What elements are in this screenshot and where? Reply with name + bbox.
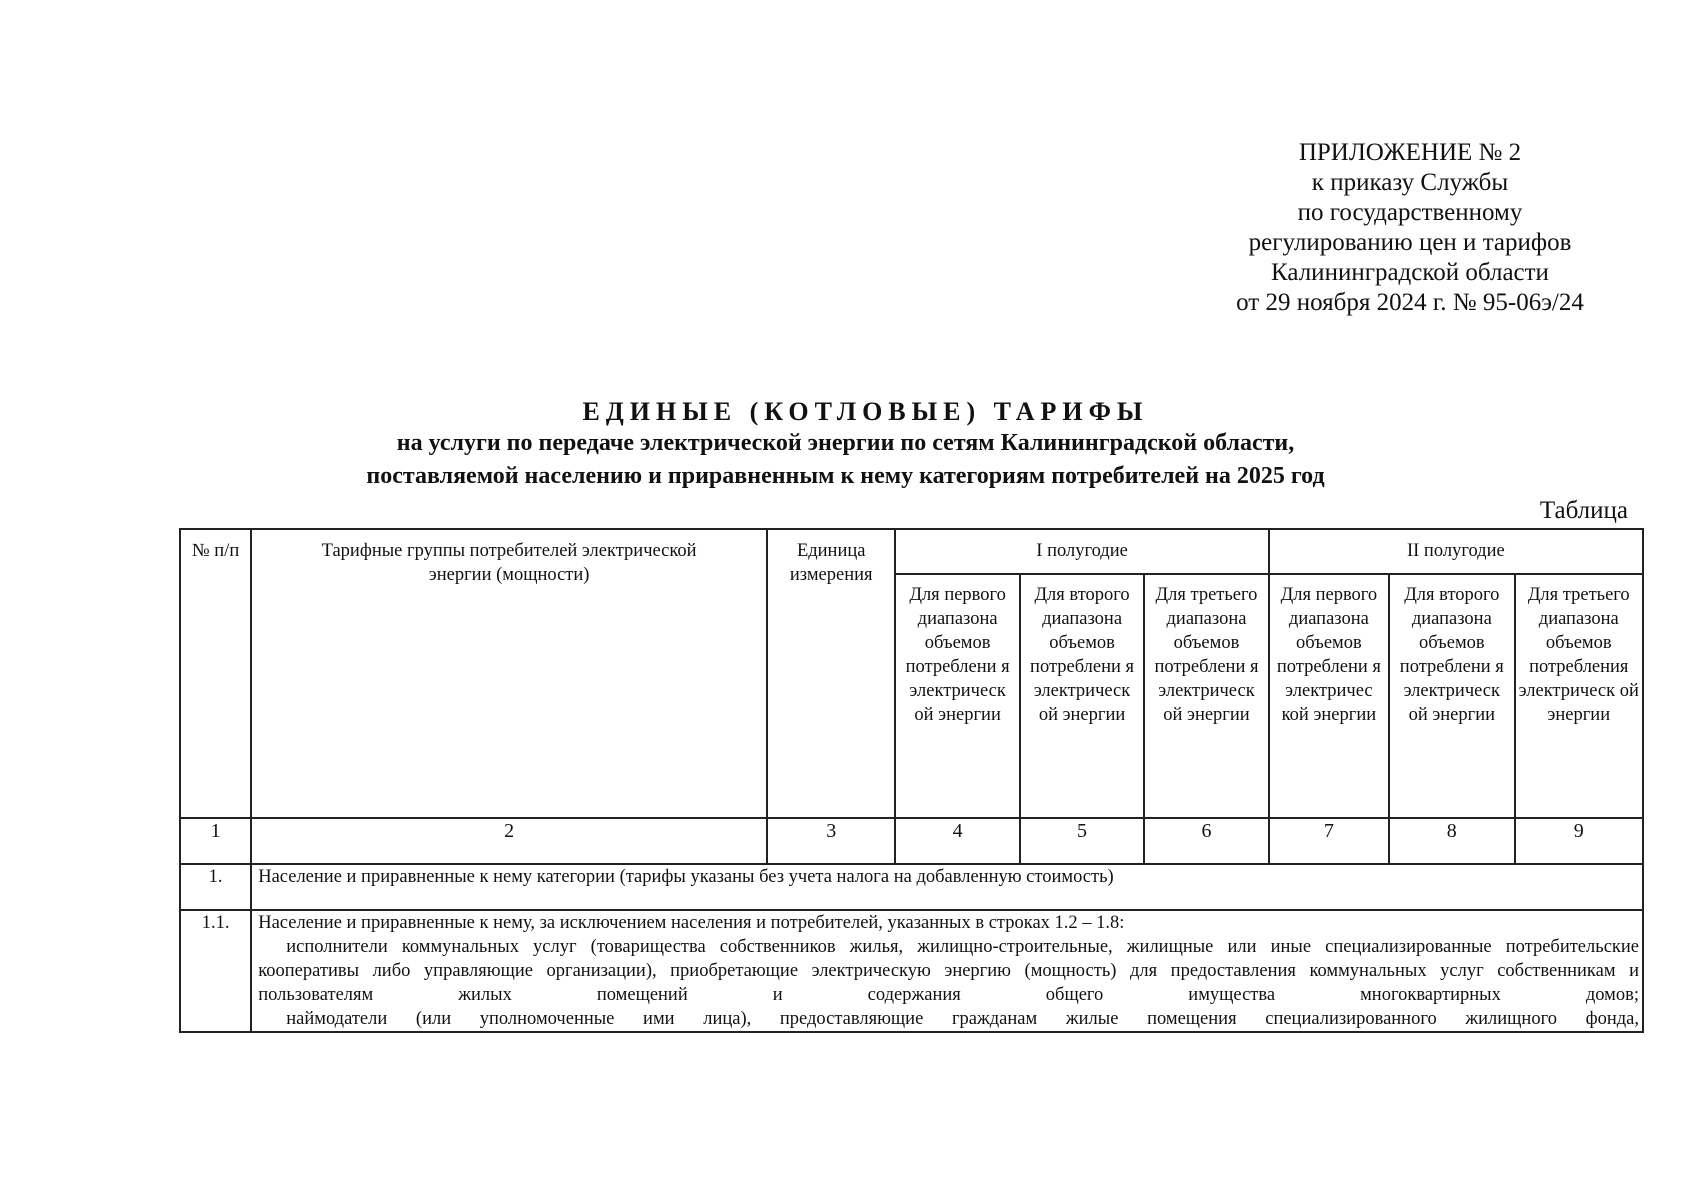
column-number-row [180,818,1643,864]
appendix-line: регулированию цен и тарифов [1248,229,1572,256]
header-tariff-groups-text: Тарифные группы потребителей электрической энергии (мощности) [321,541,697,585]
table-row [180,864,1643,910]
header-num: № п/п [180,529,251,818]
column-number: 8 [1389,818,1514,864]
header-half-1: I полугодие [895,529,1268,574]
appendix-line: Калининградской области [1271,259,1549,286]
table-row [180,910,1643,1032]
column-number: 6 [1144,818,1268,864]
title-line-3: поставляемой населению и приравненным к нему категориям потребителей на 2025 год [366,463,1325,489]
header-range-1-h2: Для первого диапазона объемов потреблени я электричес кой энергии [1269,574,1389,818]
appendix-line: по государственному [1297,199,1523,226]
row-text-paragraph: исполнители коммунальных услуг (товарищества собственников жилья, жилищно-строительные, жилищные или иные специализированные потребительские кооперативы либо управляющие организации), приобретающие электрическую энергию (мощность) для предоставления коммунальных услуг собственникам и пользователям жилых помещений и содержания общего имущества многоквартирных домов; [258,937,1639,1005]
header-range-1-h1: Для первого диапазона объемов потреблени я электрическ ой энергии [895,574,1019,818]
header-range-3-h1: Для третьего диапазона объемов потреблени я электрическ ой энергии [1144,574,1268,818]
row-text-line: Население и приравненные к нему, за исключением населения и потребителей, указанных в строках 1.2 – 1.8: [258,913,1125,933]
row-text-paragraph: наймодатели (или уполномоченные ими лица), предоставляющие гражданам жилые помещения специализированного жилищного фонда, [286,1009,1639,1029]
appendix-header [1180,138,1640,318]
column-number: 3 [767,818,895,864]
row-text-block [251,910,1643,1032]
appendix-line: от 29 ноября 2024 г. № 95-06э/24 [1236,289,1584,316]
table-header-row [180,529,1643,574]
column-number: 4 [895,818,1019,864]
appendix-line: к приказу Службы [1311,169,1509,196]
header-tariff-groups [251,529,767,818]
column-number: 7 [1269,818,1389,864]
row-text: Население и приравненные к нему категории (тарифы указаны без учета налога на добавленную стоимость) [251,864,1643,910]
header-unit: Единица измерения [767,529,895,818]
tariff-table [179,528,1644,1033]
appendix-line: ПРИЛОЖЕНИЕ № 2 [1298,139,1522,166]
document-title [0,397,1691,493]
table-caption: Таблица [1539,497,1628,524]
column-number: 1 [180,818,251,864]
header-range-2-h2: Для второго диапазона объемов потреблени я электрическ ой энергии [1389,574,1514,818]
header-half-2: II полугодие [1269,529,1643,574]
column-number: 5 [1020,818,1144,864]
row-number: 1. [180,864,251,910]
header-range-2-h1: Для второго диапазона объемов потреблени я электрическ ой энергии [1020,574,1144,818]
title-line-2: на услуги по передаче электрической энергии по сетям Калининградской области, [396,430,1295,456]
row-number: 1.1. [180,910,251,1032]
column-number: 9 [1515,818,1643,864]
title-main: ЕДИНЫЕ (КОТЛОВЫЕ) ТАРИФЫ [582,397,1149,426]
column-number: 2 [251,818,767,864]
header-range-3-h2: Для третьего диапазона объемов потребления электрическ ой энергии [1515,574,1643,818]
